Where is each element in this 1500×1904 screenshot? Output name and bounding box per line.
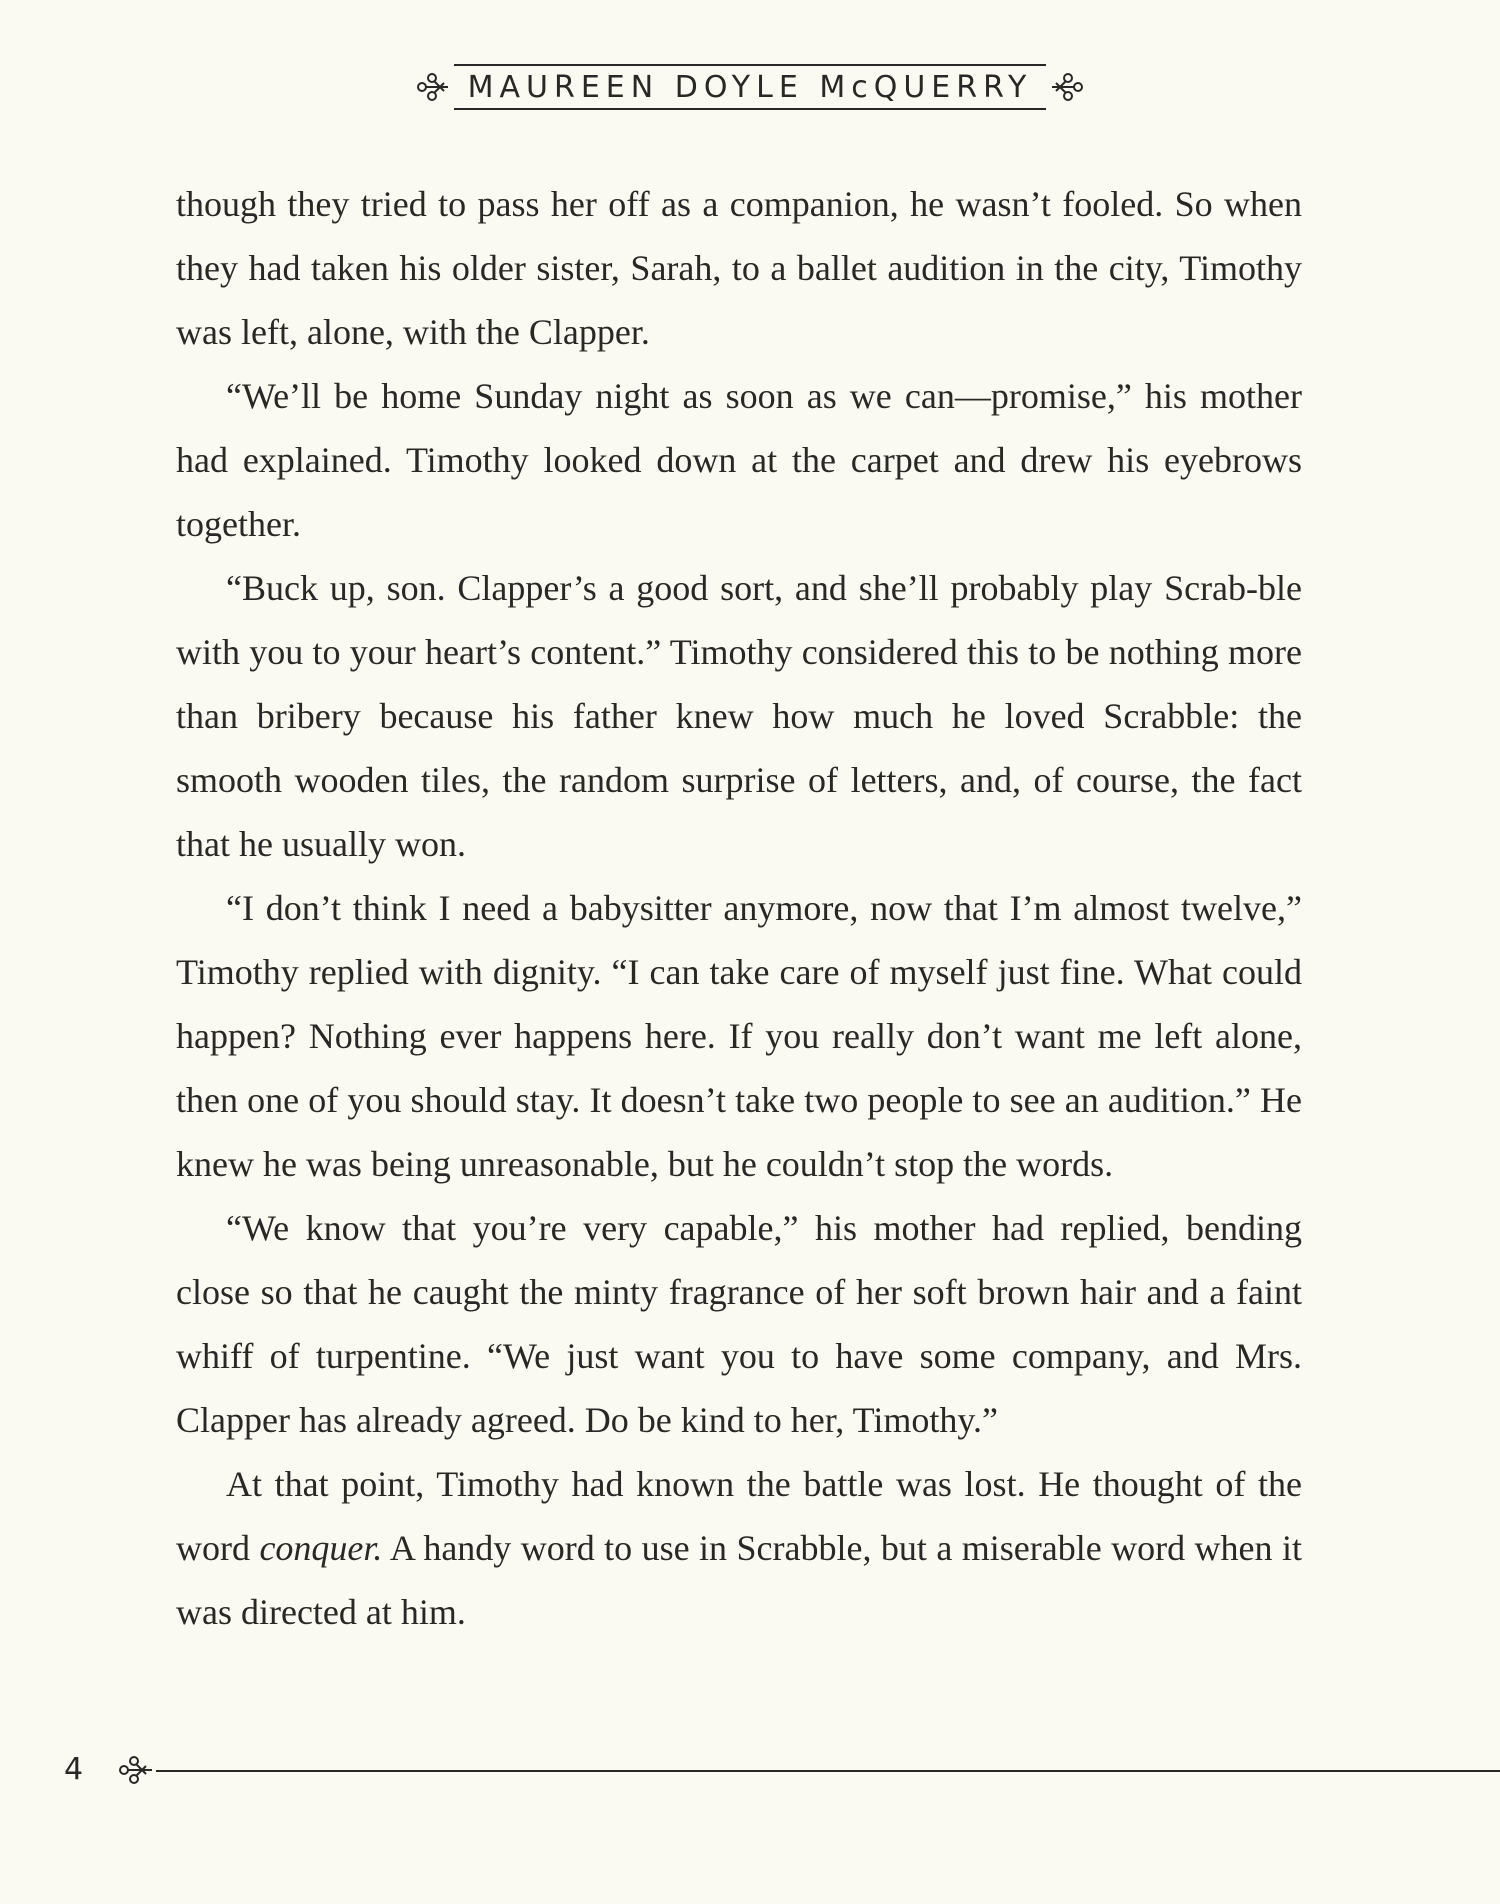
right-fleuron-icon [1050,69,1086,105]
paragraph-text: A handy word to use in Scrabble, but a miserable word when it was directed at him. [176,1528,1302,1632]
page-number: 4 [64,1752,84,1787]
footer-fleuron-icon [116,1752,152,1788]
paragraph: “I don’t think I need a babysitter anymore, now that I’m almost twelve,” Timothy replied with dignity. “I can take care of myself just fine. What could happen? Nothing ever happens here. If you really don’t want me left alone, then one of you should stay. It doesn’t take two people to see an audition.” He knew he was being unreasonable, but he couldn’t stop the words. [176,888,1302,1184]
footer-rule [156,1770,1500,1772]
paragraph: “We know that you’re very capable,” his mother had replied, bending close so that he caught the minty fragrance of her soft brown hair and a faint whiff of turpentine. “We just want you to have some company, and Mrs. Clapper has already agreed. Do be kind to her, Timothy.” [176,1208,1302,1440]
paragraph-text: At that point, Timothy had known the battle was lost. He thought of the word [176,1464,1302,1568]
left-fleuron-icon [414,69,450,105]
page-footer [64,1750,1500,1790]
paragraph-last [176,1452,1302,1644]
emphasized-word: conquer. [259,1528,383,1568]
paragraph: though they tried to pass her off as a companion, he wasn’t fooled. So when they had taken his older sister, Sarah, to a ballet audition in the city, Timothy was left, alone, with the Clapper. [176,184,1302,352]
paragraph: “Buck up, son. Clapper’s a good sort, and she’ll probably play Scrab-ble with you to your heart’s content.” Timothy considered this to be nothing more than bribery because his father knew how much he loved Scrabble: the smooth wooden tiles, the random surprise of letters, and, of course, the fact that he usually won. [176,568,1302,864]
paragraph: “We’ll be home Sunday night as soon as we can—promise,” his mother had explained. Timothy looked down at the carpet and drew his eyebrows together. [176,376,1302,544]
running-head [0,64,1500,110]
running-head-author: MAUREEN DOYLE McQUERRY [454,64,1047,110]
body-text [176,172,1302,1644]
